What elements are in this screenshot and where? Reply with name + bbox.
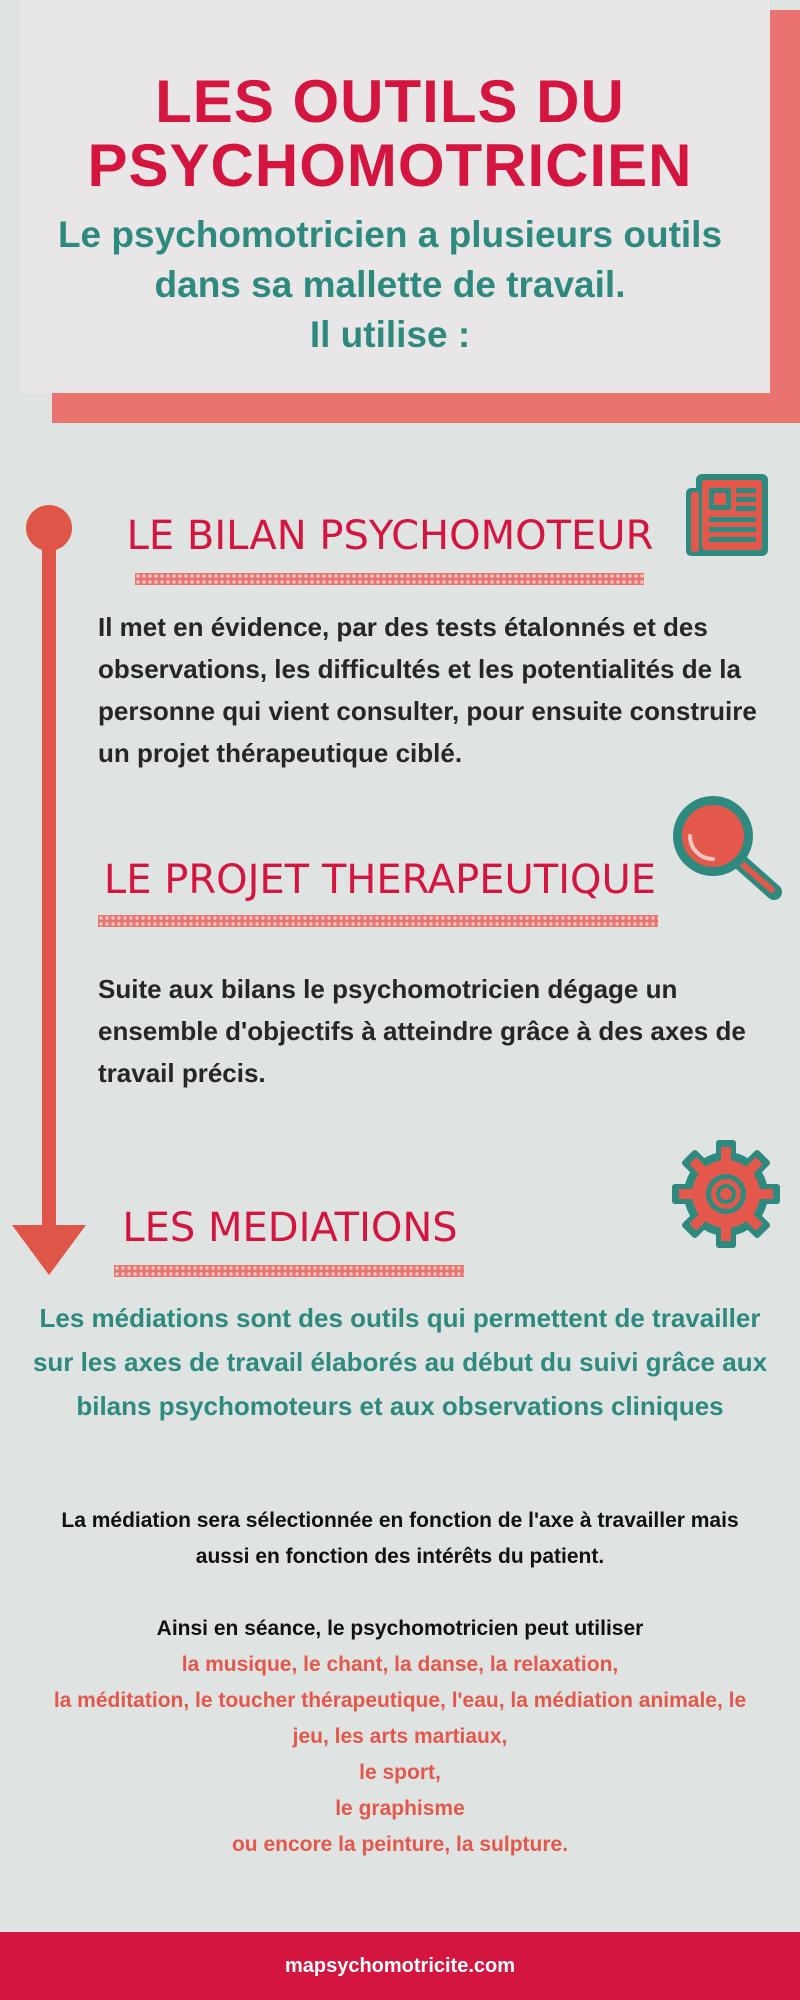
subtitle-line-3: Il utilise : — [309, 314, 471, 355]
text-line: Les médiations sont des outils qui permettent de travailler — [39, 1303, 761, 1333]
list-item: jeu, les arts martiaux, — [292, 1725, 508, 1748]
section-divider-projet — [98, 915, 658, 927]
text-line: personne qui vient consulter, pour ensuite construire — [98, 696, 757, 726]
section-title-mediations: LES MEDIATIONS — [122, 1205, 458, 1251]
details-intro-paragraph — [20, 1503, 780, 1575]
timeline-start-dot — [26, 505, 72, 551]
mediations-list — [20, 1647, 780, 1863]
subtitle-line-1: Le psychomotricien a plusieurs outils — [57, 214, 723, 255]
section-text-bilan — [98, 606, 798, 774]
text-line: travail précis. — [98, 1058, 266, 1088]
title-line-2: PSYCHOMOTRICIEN — [87, 132, 693, 199]
section-title-bilan: LE BILAN PSYCHOMOTEUR — [126, 513, 654, 559]
section-divider-mediations — [114, 1265, 464, 1277]
text-line: aussi en fonction des intérêts du patient. — [195, 1545, 605, 1568]
text-line: Suite aux bilans le psychomotricien dégage un — [98, 974, 678, 1004]
title-line-1: LES OUTILS DU — [155, 68, 625, 135]
text-line: La médiation sera sélectionnée en fonction de l'axe à travailler mais — [61, 1509, 739, 1532]
details-lead-in: Ainsi en séance, le psychomotricien peut utiliser — [156, 1617, 644, 1640]
gear-icon — [670, 1138, 782, 1250]
section-divider-bilan — [135, 573, 644, 585]
timeline-line — [42, 540, 56, 1240]
list-item: ou encore la peinture, la sulpture. — [231, 1833, 569, 1856]
section-text-projet — [98, 968, 798, 1094]
timeline-arrow-head — [12, 1225, 86, 1275]
footer-website: mapsychomotricite.com — [284, 1955, 516, 1977]
text-line: sur les axes de travail élaborés au début du suivi grâce aux — [32, 1347, 768, 1377]
newspaper-icon — [682, 470, 772, 560]
subtitle-line-2: dans sa mallette de travail. — [154, 264, 626, 305]
section-title-projet: LE PROJET THERAPEUTIQUE — [103, 857, 657, 903]
text-line: observations, les difficultés et les potentialités de la — [98, 654, 741, 684]
text-line: un projet thérapeutique ciblé. — [98, 738, 463, 768]
text-line: ensemble d'objectifs à atteindre grâce à des axes de — [98, 1016, 746, 1046]
section-text-mediations — [10, 1296, 790, 1428]
text-line: bilans psychomoteurs et aux observations cliniques — [76, 1391, 724, 1421]
page-title — [20, 70, 760, 198]
page-subtitle — [20, 210, 760, 360]
text-line: Il met en évidence, par des tests étalonnés et des — [98, 612, 708, 642]
list-item: le sport, — [359, 1761, 441, 1784]
list-item: le graphisme — [335, 1797, 465, 1820]
magnifier-icon — [668, 792, 786, 904]
list-item: la musique, le chant, la danse, la relaxation, — [181, 1653, 619, 1676]
list-item: la méditation, le toucher thérapeutique, l'eau, la médiation animale, le — [53, 1689, 747, 1712]
